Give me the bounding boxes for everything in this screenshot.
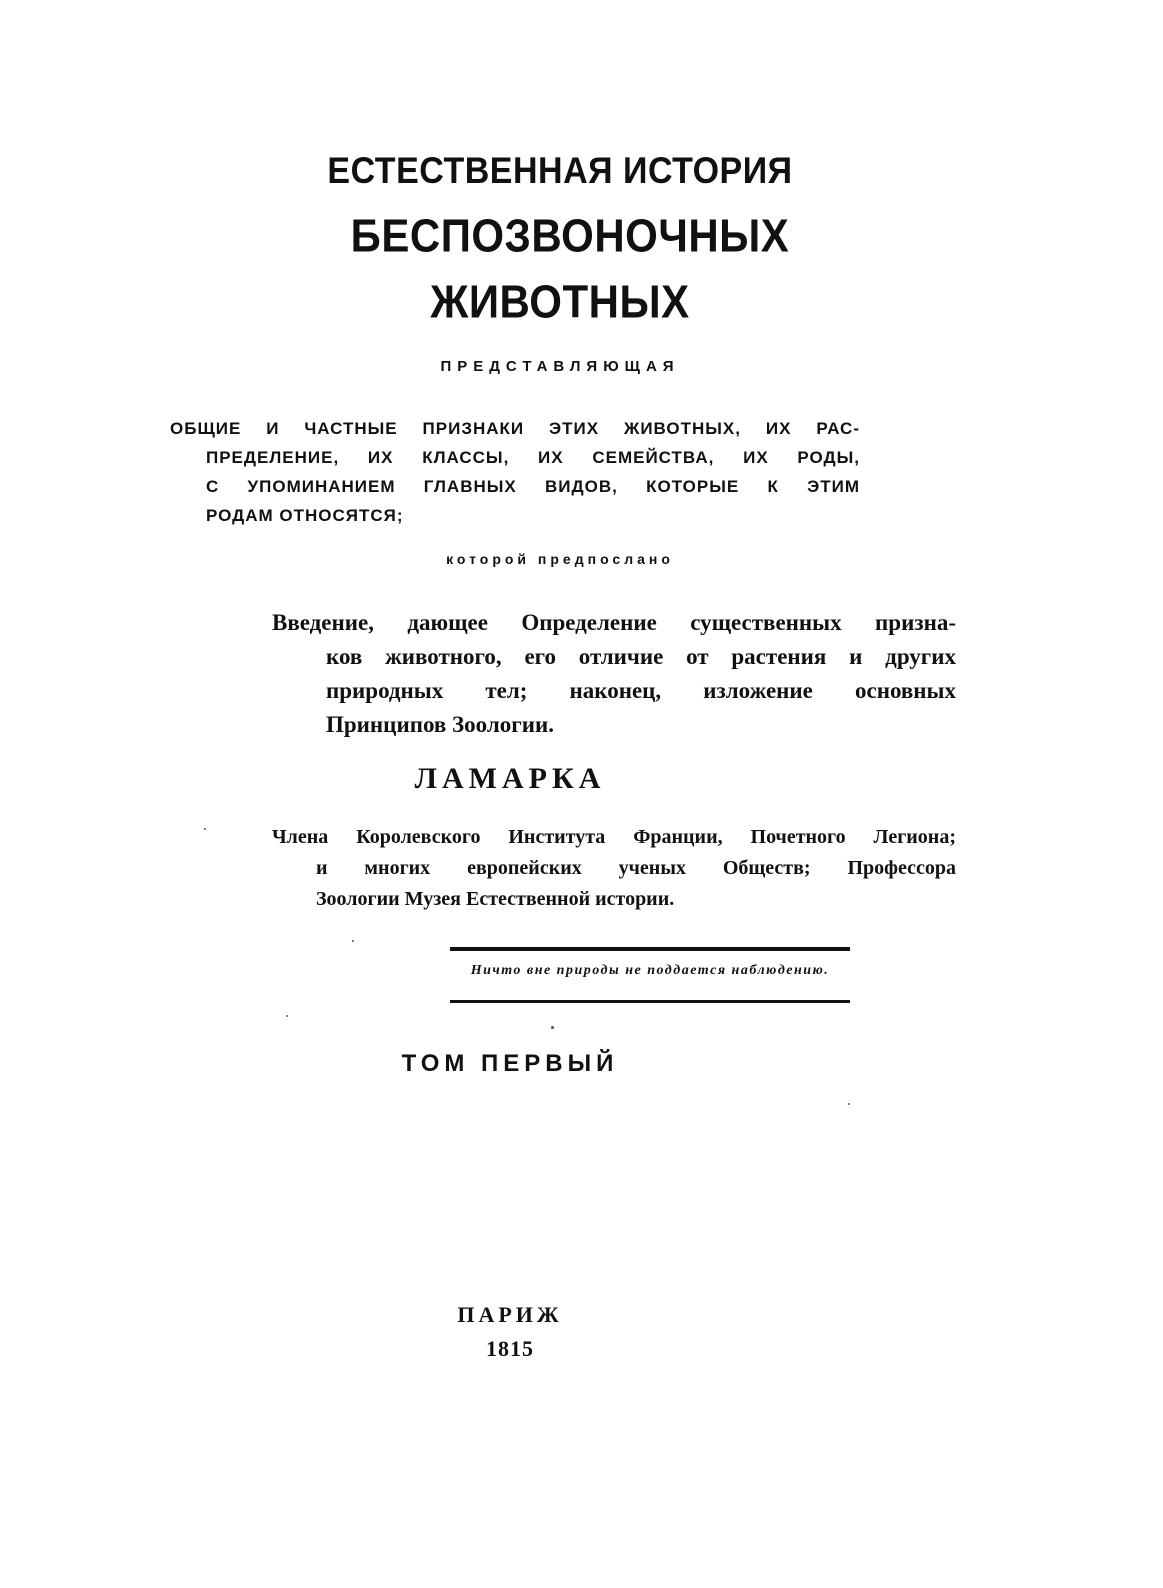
- imprint-year: 1815: [486, 1336, 534, 1361]
- intro-line: природных тел; наконец, изложение основных: [326, 678, 956, 703]
- subtitle-block: [170, 414, 860, 530]
- title-line-3: ЖИВОТНЫХ: [430, 275, 690, 328]
- introduction-block: [272, 606, 956, 742]
- title-line-1: ЕСТЕСТВЕННАЯ ИСТОРИЯ: [327, 150, 793, 192]
- subtitle-line: РОДАМ ОТНОСЯТСЯ;: [206, 506, 404, 525]
- volume-label: ТОМ ПЕРВЫЙ: [401, 1050, 619, 1077]
- intro-line: Принципов Зоологии.: [326, 712, 554, 737]
- intro-line: Введение, дающее Определение существенных призна-: [272, 610, 956, 635]
- motto-rule-top: [450, 947, 850, 951]
- print-speck: [551, 1026, 554, 1029]
- motto-rule-bottom: [450, 1000, 850, 1003]
- credentials-line: Члена Королевского Института Франции, Почетного Легиона;: [272, 826, 956, 848]
- presenting-label: ПРЕДСТАВЛЯЮЩАЯ: [440, 358, 680, 375]
- credentials-line: Зоологии Музея Естественной истории.: [316, 888, 675, 910]
- print-speck: [286, 1015, 288, 1017]
- print-speck: [204, 828, 206, 830]
- subtitle-line: ПРЕДЕЛЕНИЕ, ИХ КЛАССЫ, ИХ СЕМЕЙСТВА, ИХ РОДЫ,: [206, 448, 860, 467]
- subtitle-line: ОБЩИЕ И ЧАСТНЫЕ ПРИЗНАКИ ЭТИХ ЖИВОТНЫХ, ИХ РАС-: [170, 419, 860, 438]
- preceded-by-label: которой предпослано: [446, 551, 674, 567]
- print-speck: [352, 940, 354, 942]
- imprint-city: ПАРИЖ: [457, 1302, 563, 1327]
- title-line-2: БЕСПОЗВОНОЧНЫХ: [350, 209, 790, 262]
- author-name: ЛАМАРКА: [414, 762, 606, 795]
- subtitle-line: С УПОМИНАНИЕМ ГЛАВНЫХ ВИДОВ, КОТОРЫЕ К ЭТИМ: [206, 477, 860, 496]
- credentials-line: и многих европейских ученых Обществ; Профессора: [316, 857, 956, 879]
- print-speck: [848, 1103, 850, 1105]
- author-credentials: [272, 822, 956, 915]
- motto: Ничто вне природы не поддается наблюдению.: [470, 963, 830, 978]
- intro-line: ков животного, его отличие от растения и других: [326, 644, 956, 669]
